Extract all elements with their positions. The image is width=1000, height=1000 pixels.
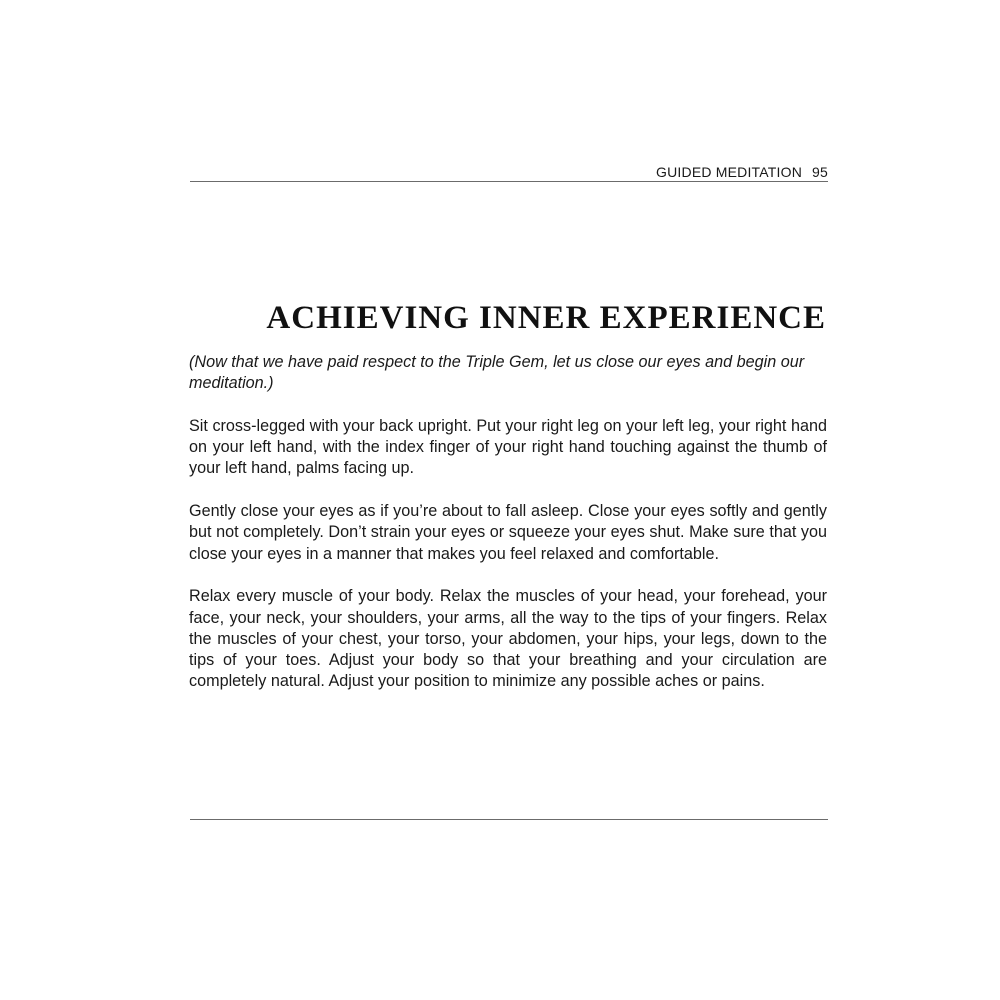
intro-paragraph: (Now that we have paid respect to the Triple Gem, let us close our eyes and begin our meditation.) xyxy=(189,353,805,393)
paragraph-close-eyes: Gently close your eyes as if you’re about to fall asleep. Close your eyes softly and gently but not completely. Don’t strain your eyes or squeeze your eyes shut. Make sure that you close your eyes in a manner that makes you feel relaxed and comfortable. xyxy=(189,502,827,563)
page-number: 95 xyxy=(812,164,828,180)
footer-divider xyxy=(190,819,828,820)
paragraph-relax: Relax every muscle of your body. Relax the muscles of your head, your forehead, your face, your neck, your shoulders, your arms, all the way to the tips of your fingers. Relax the muscles of your chest, your torso, your abdomen, your hips, your legs, down to the tips of your toes. Adjust your body so that your breathing and your circulation are completely natural. Adjust your position to minimize any possible aches or pains. xyxy=(189,587,827,691)
chapter-title: ACHIEVING INNER EXPERIENCE xyxy=(266,300,826,336)
header-divider xyxy=(190,181,828,182)
paragraph-posture: Sit cross-legged with your back upright. Put your right leg on your left leg, your right hand on your left hand, with the index finger of your right hand touching against the thumb of your left hand, palms facing up. xyxy=(189,416,827,478)
running-header xyxy=(190,162,828,182)
body-text xyxy=(189,352,827,714)
section-title: GUIDED MEDITATION xyxy=(656,164,803,180)
